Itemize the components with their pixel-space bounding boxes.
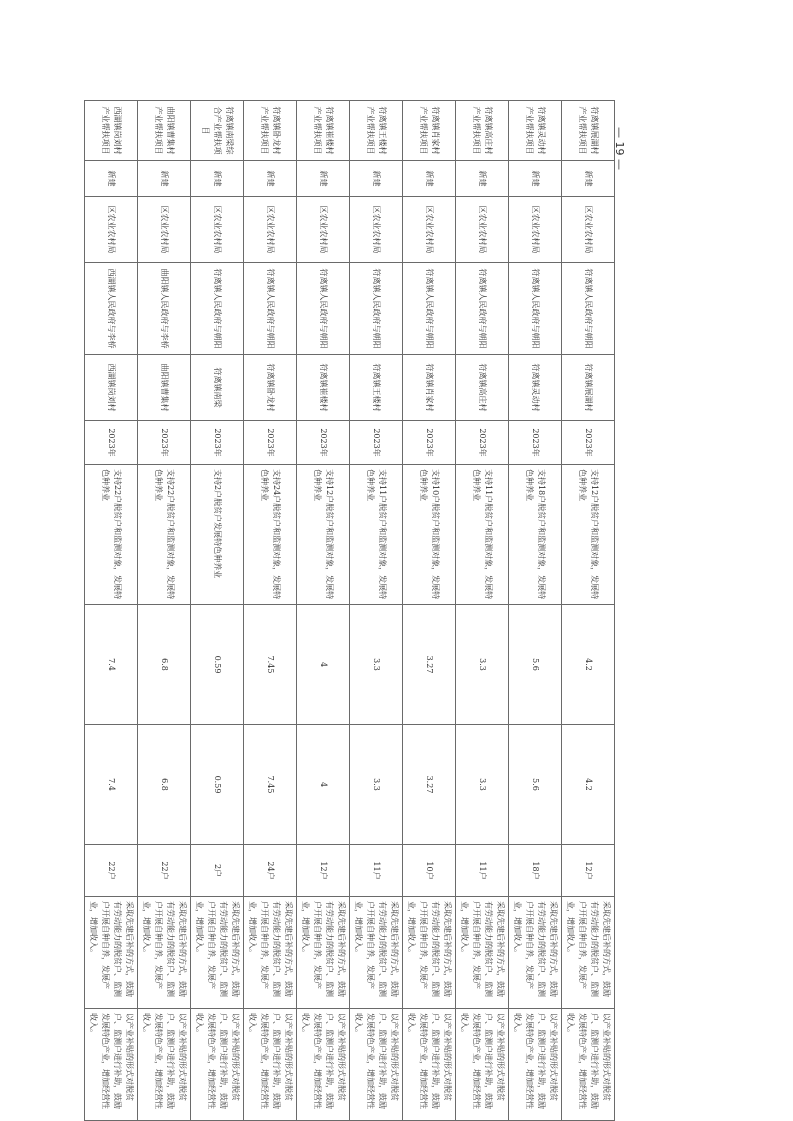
cell-village: 符离镇肖家村: [403, 355, 456, 421]
cell-content: 支持24户脱贫户和监测对象，发展特色种养业: [244, 465, 297, 605]
cell-content: 支持12户脱贫户和监测对象，发展特色种养业: [562, 465, 615, 605]
cell-content: 支持2户脱贫户发展特色种养业: [191, 465, 244, 605]
cell-dept: 区农业农村局: [297, 197, 350, 263]
cell-village: 符离镇高庄村: [456, 355, 509, 421]
table-row: [244, 101, 297, 1121]
cell-dept: 区农业农村局: [350, 197, 403, 263]
cell-goal: 以产业补贴的形式对脱贫户、监测户进行补助，鼓励发展特色产业，增加经营性收入。: [456, 1009, 509, 1121]
cell-type: 新建: [350, 161, 403, 197]
table-row: [350, 101, 403, 1121]
cell-town: 符离镇人民政府与朝阳: [191, 263, 244, 355]
cell-project: 符离镇灵动村产业帮扶项目: [509, 101, 562, 161]
cell-mechanism: 采取先建后补的方式，鼓励有劳动能力的脱贫户、监测户开展自种自养，发展产业，增加收入。: [509, 897, 562, 1009]
table-row: [456, 101, 509, 1121]
cell-households: 18户: [509, 845, 562, 897]
cell-dept: 区农业农村局: [509, 197, 562, 263]
project-table: [84, 100, 615, 1121]
cell-content: 支持11户脱贫户和监测对象，发展特色种养业: [456, 465, 509, 605]
cell-goal: 以产业补贴的形式对脱贫户、监测户进行补助，鼓励发展特色产业，增加经营性收入。: [509, 1009, 562, 1121]
cell-year: 2023年: [244, 421, 297, 465]
cell-type: 新建: [403, 161, 456, 197]
cell-type: 新建: [509, 161, 562, 197]
cell-goal: 以产业补贴的形式对脱贫户、监测户进行补助，鼓励发展特色产业，增加经营性收入。: [350, 1009, 403, 1121]
cell-fund: 4: [297, 725, 350, 845]
cell-invest: 0.59: [191, 605, 244, 725]
cell-invest: 6.8: [138, 605, 191, 725]
cell-town: 符离镇人民政府与朝阳: [244, 263, 297, 355]
cell-town: 符离镇人民政府与朝阳: [350, 263, 403, 355]
cell-content: 支持12户脱贫户和监测对象，发展特色种养业: [297, 465, 350, 605]
cell-project: 符离镇肖家村产业帮扶项目: [403, 101, 456, 161]
cell-project: 西湖镇岗刘村产业帮扶项目: [85, 101, 138, 161]
cell-mechanism: 采取先建后补的方式，鼓励有劳动能力的脱贫户、监测户开展自种自养，发展产业，增加收入。: [403, 897, 456, 1009]
cell-project: 符离镇崔楼村产业帮扶项目: [297, 101, 350, 161]
cell-households: 12户: [297, 845, 350, 897]
cell-goal: 以产业补贴的形式对脱贫户、监测户进行补助，鼓励发展特色产业，增加经营性收入。: [244, 1009, 297, 1121]
cell-mechanism: 采取先建后补的方式，鼓励有劳动能力的脱贫户、监测户开展自种自养，发展产业，增加收入。: [138, 897, 191, 1009]
cell-fund: 3.3: [350, 725, 403, 845]
cell-households: 2户: [191, 845, 244, 897]
cell-mechanism: 采取先建后补的方式，鼓励有劳动能力的脱贫户、监测户开展自种自养，发展产业，增加收入。: [350, 897, 403, 1009]
cell-type: 新建: [297, 161, 350, 197]
table-row: [191, 101, 244, 1121]
cell-goal: 以产业补贴的形式对脱贫户、监测户进行补助，鼓励发展特色产业，增加经营性收入。: [297, 1009, 350, 1121]
cell-invest: 4: [297, 605, 350, 725]
cell-village: 符离镇王楼村: [350, 355, 403, 421]
cell-town: 曲阳镇人民政府与李桥: [138, 263, 191, 355]
cell-households: 11户: [350, 845, 403, 897]
rotated-table-wrapper: [89, 100, 615, 1120]
cell-town: 符离镇人民政府与朝阳: [297, 263, 350, 355]
table-row: [562, 101, 615, 1121]
cell-year: 2023年: [191, 421, 244, 465]
cell-fund: 4.2: [562, 725, 615, 845]
cell-fund: 0.59: [191, 725, 244, 845]
cell-households: 24户: [244, 845, 297, 897]
cell-village: 符离镇展湖村: [562, 355, 615, 421]
cell-town: 符离镇人民政府与朝阳: [562, 263, 615, 355]
page-number: — 19 —: [613, 126, 626, 170]
cell-type: 新建: [456, 161, 509, 197]
cell-content: 支持22户脱贫户和监测对象，发展特色种养业: [138, 465, 191, 605]
cell-type: 新建: [244, 161, 297, 197]
table-row: [297, 101, 350, 1121]
cell-town: 符离镇人民政府与朝阳: [509, 263, 562, 355]
cell-type: 新建: [85, 161, 138, 197]
cell-dept: 区农业农村局: [403, 197, 456, 263]
cell-households: 10户: [403, 845, 456, 897]
cell-goal: 以产业补贴的形式对脱贫户、监测户进行补助，鼓励发展特色产业，增加经营性收入。: [138, 1009, 191, 1121]
cell-invest: 4.2: [562, 605, 615, 725]
cell-mechanism: 采取先建后补的方式，鼓励有劳动能力的脱贫户、监测户开展自种自养，发展产业，增加收入。: [562, 897, 615, 1009]
cell-invest: 5.6: [509, 605, 562, 725]
cell-content: 支持11户脱贫户和监测对象，发展特色种养业: [350, 465, 403, 605]
cell-dept: 区农业农村局: [191, 197, 244, 263]
cell-project: 符离镇王楼村产业帮扶项目: [350, 101, 403, 161]
cell-year: 2023年: [509, 421, 562, 465]
cell-project: 符离镇展湖村产业帮扶项目: [562, 101, 615, 161]
table-row: [138, 101, 191, 1121]
cell-village: 曲阳镇曹集村: [138, 355, 191, 421]
cell-goal: 以产业补贴的形式对脱贫户、监测户进行补助，鼓励发展特色产业，增加经营性收入。: [85, 1009, 138, 1121]
cell-year: 2023年: [85, 421, 138, 465]
cell-invest: 7.45: [244, 605, 297, 725]
cell-invest: 3.3: [350, 605, 403, 725]
cell-goal: 以产业补贴的形式对脱贫户、监测户进行补助，鼓励发展特色产业，增加经营性收入。: [191, 1009, 244, 1121]
cell-year: 2023年: [403, 421, 456, 465]
cell-invest: 7.4: [85, 605, 138, 725]
cell-households: 11户: [456, 845, 509, 897]
cell-town: 符离镇人民政府与朝阳: [403, 263, 456, 355]
cell-project: 符离镇高庄村产业帮扶项目: [456, 101, 509, 161]
cell-households: 22户: [138, 845, 191, 897]
cell-fund: 3.3: [456, 725, 509, 845]
cell-type: 新建: [191, 161, 244, 197]
cell-content: 支持10户脱贫户和监测对象，发展特色种养业: [403, 465, 456, 605]
cell-type: 新建: [562, 161, 615, 197]
cell-households: 12户: [562, 845, 615, 897]
cell-households: 22户: [85, 845, 138, 897]
cell-mechanism: 采取先建后补的方式，鼓励有劳动能力的脱贫户、监测户开展自种自养，发展产业，增加收入。: [297, 897, 350, 1009]
cell-year: 2023年: [297, 421, 350, 465]
cell-village: 符离镇南梁: [191, 355, 244, 421]
cell-invest: 3.27: [403, 605, 456, 725]
cell-goal: 以产业补贴的形式对脱贫户、监测户进行补助，鼓励发展特色产业，增加经营性收入。: [562, 1009, 615, 1121]
cell-goal: 以产业补贴的形式对脱贫户、监测户进行补助，鼓励发展特色产业，增加经营性收入。: [403, 1009, 456, 1121]
cell-village: 符离镇崔楼村: [297, 355, 350, 421]
cell-invest: 3.3: [456, 605, 509, 725]
cell-dept: 区农业农村局: [456, 197, 509, 263]
cell-village: 符离镇卧龙村: [244, 355, 297, 421]
cell-dept: 区农业农村局: [562, 197, 615, 263]
cell-project: 符离镇南梁综合产业帮扶项目: [191, 101, 244, 161]
cell-village: 西湖镇岗刘村: [85, 355, 138, 421]
cell-mechanism: 采取先建后补的方式，鼓励有劳动能力的脱贫户、监测户开展自种自养，发展产业，增加收入。: [191, 897, 244, 1009]
cell-type: 新建: [138, 161, 191, 197]
table-row: [403, 101, 456, 1121]
cell-fund: 3.27: [403, 725, 456, 845]
cell-mechanism: 采取先建后补的方式，鼓励有劳动能力的脱贫户、监测户开展自种自养，发展产业，增加收入。: [85, 897, 138, 1009]
cell-mechanism: 采取先建后补的方式，鼓励有劳动能力的脱贫户、监测户开展自种自养，发展产业，增加收入。: [244, 897, 297, 1009]
cell-year: 2023年: [138, 421, 191, 465]
cell-town: 西湖镇人民政府与李桥: [85, 263, 138, 355]
table-row: [509, 101, 562, 1121]
cell-content: 支持22户脱贫户和监测对象，发展特色种养业: [85, 465, 138, 605]
cell-year: 2023年: [456, 421, 509, 465]
cell-year: 2023年: [562, 421, 615, 465]
cell-dept: 区农业农村局: [85, 197, 138, 263]
cell-year: 2023年: [350, 421, 403, 465]
cell-project: 符离镇卧龙村产业帮扶项目: [244, 101, 297, 161]
cell-fund: 6.8: [138, 725, 191, 845]
cell-fund: 7.4: [85, 725, 138, 845]
cell-mechanism: 采取先建后补的方式，鼓励有劳动能力的脱贫户、监测户开展自种自养，发展产业，增加收入。: [456, 897, 509, 1009]
cell-village: 符离镇灵动村: [509, 355, 562, 421]
cell-town: 符离镇人民政府与朝阳: [456, 263, 509, 355]
cell-fund: 7.45: [244, 725, 297, 845]
cell-dept: 区农业农村局: [244, 197, 297, 263]
cell-fund: 5.6: [509, 725, 562, 845]
cell-dept: 区农业农村局: [138, 197, 191, 263]
table-row: [85, 101, 138, 1121]
cell-project: 曲阳镇曹集村产业帮扶项目: [138, 101, 191, 161]
cell-content: 支持18户脱贫户和监测对象，发展特色种养业: [509, 465, 562, 605]
